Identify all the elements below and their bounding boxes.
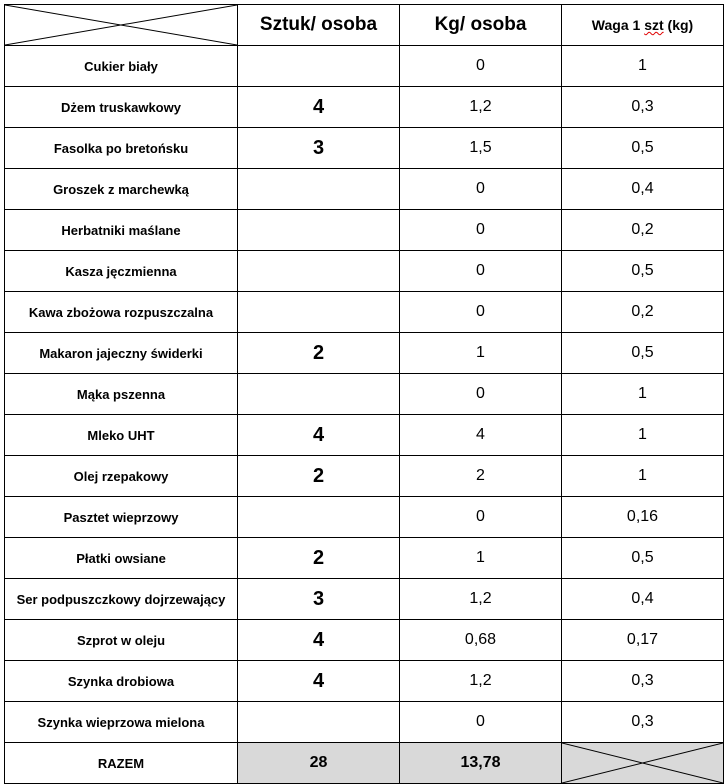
table-row	[5, 661, 724, 702]
weight-cell: 1	[562, 456, 724, 497]
corner-crossed-cell	[5, 5, 238, 46]
qty-cell	[238, 374, 400, 415]
kg-cell: 0	[400, 497, 562, 538]
weight-cell: 0,2	[562, 292, 724, 333]
table-row	[5, 333, 724, 374]
header-row	[5, 5, 724, 46]
kg-cell: 0	[400, 702, 562, 743]
table-row	[5, 46, 724, 87]
product-name-cell: Fasolka po bretońsku	[5, 128, 238, 169]
header-kg: Kg/ osoba	[400, 5, 562, 46]
kg-cell: 1,2	[400, 579, 562, 620]
qty-cell: 2	[238, 333, 400, 374]
cross-mark	[562, 743, 723, 783]
table-row	[5, 169, 724, 210]
weight-cell: 0,3	[562, 702, 724, 743]
table-row	[5, 456, 724, 497]
qty-cell	[238, 497, 400, 538]
qty-cell: 3	[238, 579, 400, 620]
weight-cell: 0,5	[562, 128, 724, 169]
qty-cell: 4	[238, 415, 400, 456]
weight-cell: 1	[562, 374, 724, 415]
header-weight-prefix: Waga 1	[591, 17, 645, 33]
product-name-cell: Ser podpuszczkowy dojrzewający	[5, 579, 238, 620]
kg-cell: 0,68	[400, 620, 562, 661]
table-row	[5, 128, 724, 169]
kg-cell: 1	[400, 333, 562, 374]
kg-cell: 0	[400, 169, 562, 210]
product-name-cell: Herbatniki maślane	[5, 210, 238, 251]
table-row	[5, 620, 724, 661]
kg-cell: 0	[400, 292, 562, 333]
table-row	[5, 497, 724, 538]
weight-cell: 0,4	[562, 579, 724, 620]
weight-cell: 0,3	[562, 87, 724, 128]
product-name-cell: Olej rzepakowy	[5, 456, 238, 497]
qty-cell	[238, 702, 400, 743]
qty-cell: 2	[238, 456, 400, 497]
product-table	[4, 4, 724, 784]
header-qty: Sztuk/ osoba	[238, 5, 400, 46]
product-name-cell: Mąka pszenna	[5, 374, 238, 415]
product-name-cell: Szynka wieprzowa mielona	[5, 702, 238, 743]
table-row	[5, 538, 724, 579]
product-name-cell: Dżem truskawkowy	[5, 87, 238, 128]
qty-cell	[238, 210, 400, 251]
qty-cell: 4	[238, 620, 400, 661]
kg-cell: 1	[400, 538, 562, 579]
kg-cell: 1,5	[400, 128, 562, 169]
kg-cell: 0	[400, 210, 562, 251]
qty-cell	[238, 169, 400, 210]
weight-cell: 0,4	[562, 169, 724, 210]
table-row	[5, 579, 724, 620]
table-row	[5, 415, 724, 456]
table-row	[5, 210, 724, 251]
kg-cell: 1,2	[400, 661, 562, 702]
table-row	[5, 702, 724, 743]
kg-cell: 0	[400, 251, 562, 292]
weight-cell: 0,5	[562, 251, 724, 292]
table-row	[5, 374, 724, 415]
weight-cell: 0,5	[562, 333, 724, 374]
product-name-cell: Cukier biały	[5, 46, 238, 87]
qty-cell: 4	[238, 661, 400, 702]
qty-cell: 4	[238, 87, 400, 128]
kg-cell: 0	[400, 374, 562, 415]
weight-cell: 1	[562, 46, 724, 87]
product-name-cell: Szynka drobiowa	[5, 661, 238, 702]
qty-cell: 2	[238, 538, 400, 579]
weight-cell: 1	[562, 415, 724, 456]
kg-cell: 0	[400, 46, 562, 87]
weight-cell: 0,2	[562, 210, 724, 251]
product-name-cell: Kasza jęczmienna	[5, 251, 238, 292]
kg-cell: 1,2	[400, 87, 562, 128]
header-weight	[562, 5, 724, 46]
total-kg: 13,78	[400, 743, 562, 784]
product-name-cell: Kawa zbożowa rozpuszczalna	[5, 292, 238, 333]
product-name-cell: Mleko UHT	[5, 415, 238, 456]
table-row	[5, 251, 724, 292]
product-name-cell: Szprot w oleju	[5, 620, 238, 661]
product-name-cell: Makaron jajeczny świderki	[5, 333, 238, 374]
kg-cell: 2	[400, 456, 562, 497]
header-weight-suffix: (kg)	[663, 17, 694, 33]
qty-cell	[238, 251, 400, 292]
weight-cell: 0,17	[562, 620, 724, 661]
qty-cell	[238, 292, 400, 333]
header-weight-spell: szt	[644, 17, 664, 33]
total-crossed-cell	[562, 743, 724, 784]
qty-cell: 3	[238, 128, 400, 169]
weight-cell: 0,5	[562, 538, 724, 579]
weight-cell: 0,3	[562, 661, 724, 702]
total-label: RAZEM	[5, 743, 238, 784]
total-row	[5, 743, 724, 784]
weight-cell: 0,16	[562, 497, 724, 538]
cross-mark	[5, 5, 237, 45]
product-name-cell: Pasztet wieprzowy	[5, 497, 238, 538]
kg-cell: 4	[400, 415, 562, 456]
product-name-cell: Płatki owsiane	[5, 538, 238, 579]
total-qty: 28	[238, 743, 400, 784]
table-row	[5, 87, 724, 128]
table-row	[5, 292, 724, 333]
product-name-cell: Groszek z marchewką	[5, 169, 238, 210]
qty-cell	[238, 46, 400, 87]
